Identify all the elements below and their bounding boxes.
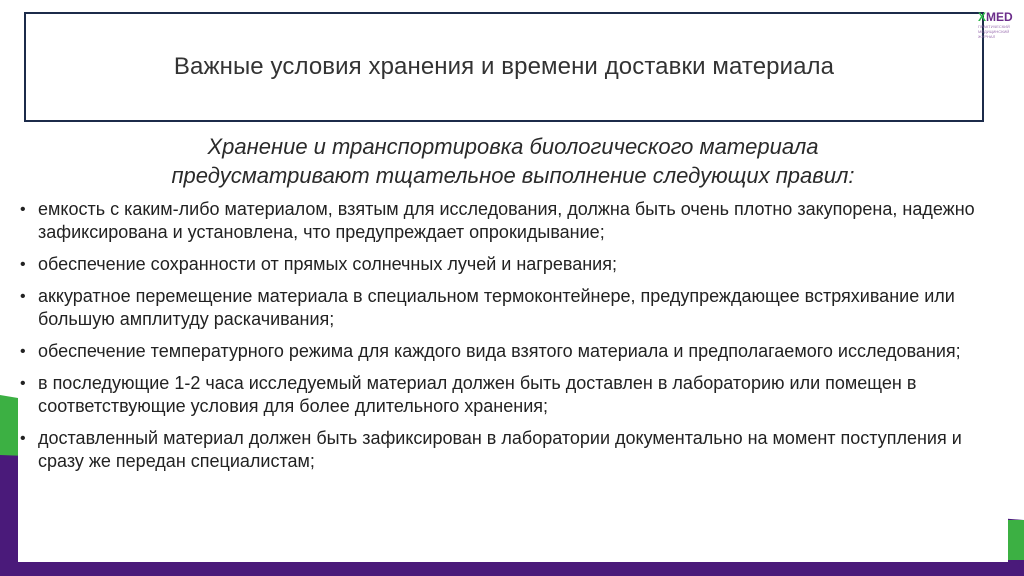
list-item-text: обеспечение сохранности от прямых солнечных лучей и нагревания;	[38, 254, 617, 274]
brand-logo	[978, 10, 1024, 44]
list-item	[18, 372, 1008, 418]
list-item-text: доставленный материал должен быть зафиксирован в лаборатории документально на момент поступления и сразу же передан специалистам;	[38, 428, 962, 471]
list-item-text: обеспечение температурного режима для каждого вида взятого материала и предполагаемого исследования;	[38, 341, 961, 361]
logo-mark: XMED	[978, 10, 1013, 24]
slide-content	[18, 132, 1008, 562]
list-item	[18, 198, 1008, 244]
intro-line-2: предусматривают тщательное выполнение следующих правил:	[171, 163, 855, 188]
intro-text	[18, 132, 1008, 190]
bullet-icon: •	[20, 375, 26, 392]
bullet-icon: •	[20, 288, 26, 305]
bullet-icon: •	[20, 343, 26, 360]
slide-title: Важные условия хранения и времени доставки материала	[173, 53, 835, 80]
list-item-text: в последующие 1-2 часа исследуемый материал должен быть доставлен в лабораторию или помещен в соответствующие условия для более длительного хранения;	[38, 373, 917, 416]
bullet-icon: •	[20, 430, 26, 447]
list-item-text: емкость с каким-либо материалом, взятым для исследования, должна быть очень плотно закупорена, надежно зафиксирована и установлена, что предупреждает опрокидывание;	[38, 199, 975, 242]
list-item-text: аккуратное перемещение материала в специальном термоконтейнере, предупреждающее встряхивание или большую амплитуду раскачивания;	[38, 286, 955, 329]
intro-line-1: Хранение и транспортировка биологического материала	[207, 134, 819, 159]
logo-subtitle: ПРАКТИЧЕСКИЙ МЕДИЦИНСКИЙ ЖУРНАЛ	[978, 24, 1010, 39]
title-box	[24, 12, 984, 122]
list-item	[18, 253, 1008, 276]
list-item	[18, 340, 1008, 363]
list-item	[18, 285, 1008, 331]
rules-list	[18, 198, 1008, 473]
list-item	[18, 427, 1008, 473]
bullet-icon: •	[20, 201, 26, 218]
bullet-icon: •	[20, 256, 26, 273]
